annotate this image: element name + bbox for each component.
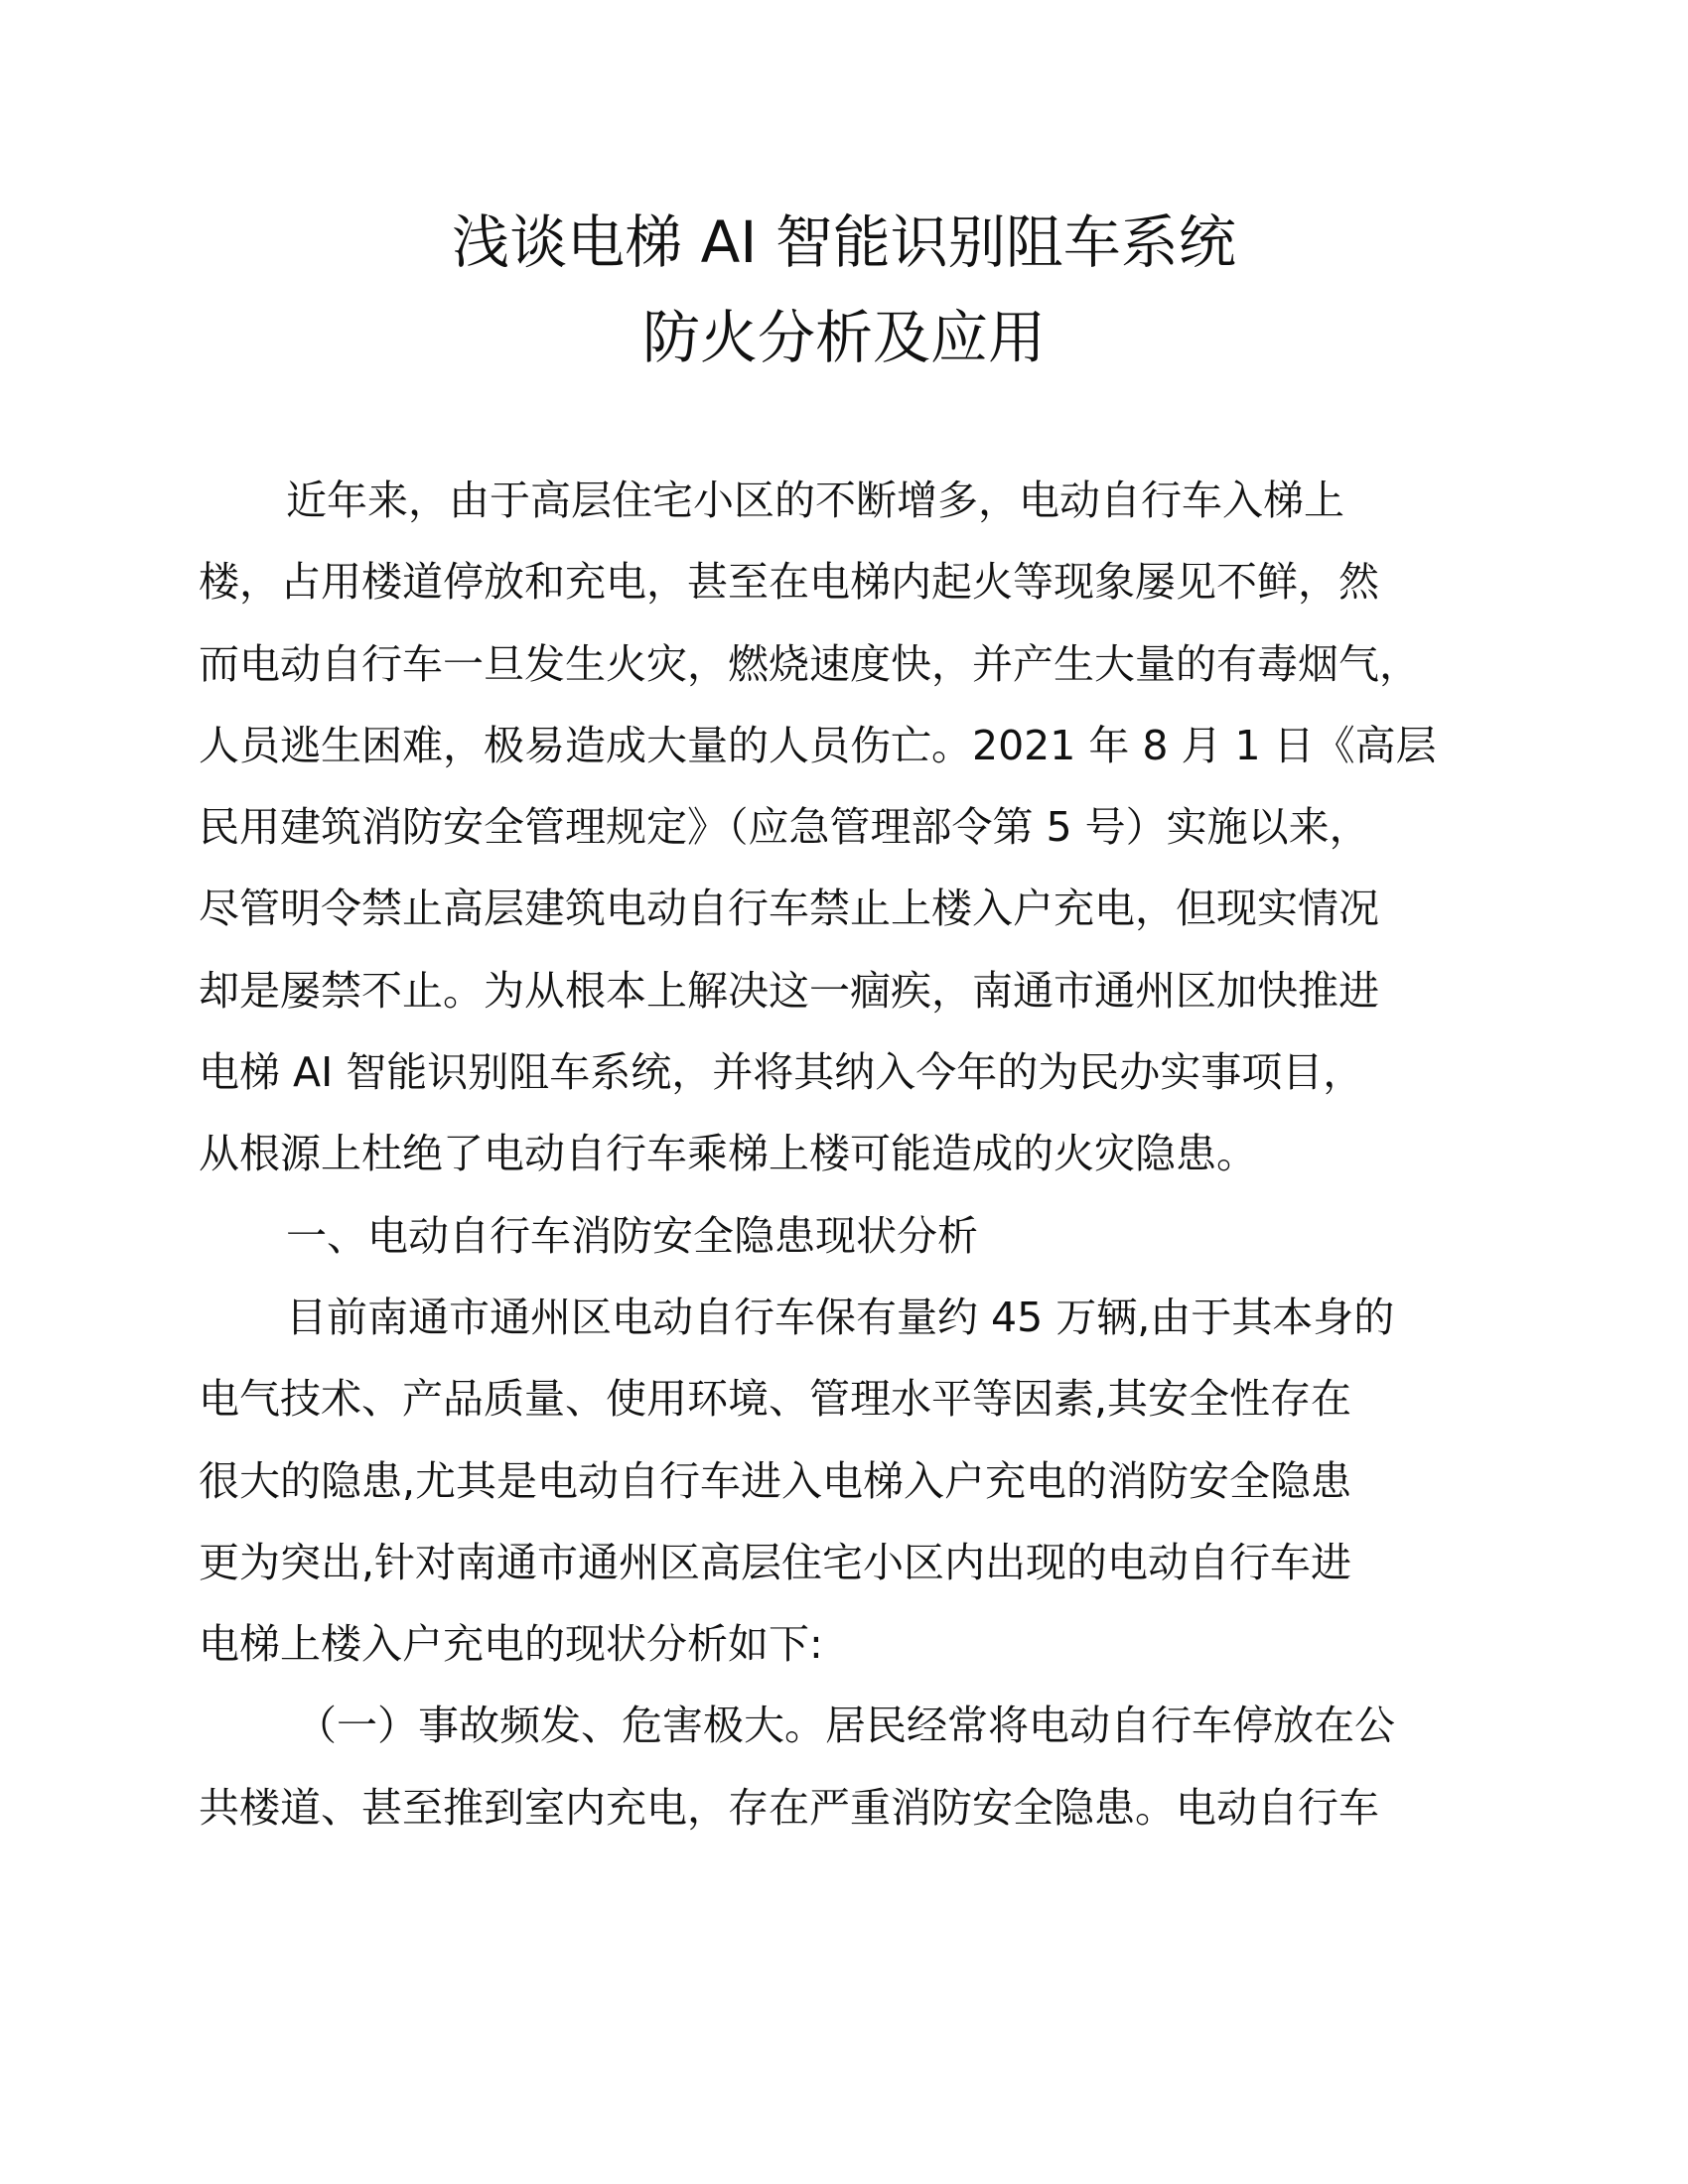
title-line-2: 防火分析及应用 xyxy=(641,304,1046,371)
paragraph-1-line-4: 人员逃生困难，极易造成大量的人员伤亡。2021 年 8 月 1 日《高层 xyxy=(199,721,1437,769)
paragraph-2-line-4: 更为突出,针对南通市通州区高层住宅小区内出现的电动自行车进 xyxy=(199,1538,1352,1586)
paragraph-1-line-9: 从根源上杜绝了电动自行车乘梯上楼可能造成的火灾隐患。 xyxy=(199,1130,1257,1178)
title-line-1: 浅谈电梯 AI 智能识别阻车系统 xyxy=(452,208,1236,276)
paragraph-3-line-1: （一）事故频发、危害极大。居民经常将电动自行车停放在公 xyxy=(296,1702,1395,1750)
paragraph-2-line-1: 目前南通市通州区电动自行车保有量约 45 万辆,由于其本身的 xyxy=(286,1293,1395,1341)
paragraph-2-line-5: 电梯上楼入户充电的现状分析如下: xyxy=(199,1620,823,1669)
paragraph-1-line-5: 民用建筑消防安全管理规定》（应急管理部令第 5 号）实施以来， xyxy=(199,803,1370,852)
paragraph-1-line-7: 却是屡禁不止。为从根本上解决这一痼疾，南通市通州区加快推进 xyxy=(199,966,1379,1015)
paragraph-1-line-3: 而电动自行车一旦发生火灾，燃烧速度快，并产生大量的有毒烟气， xyxy=(199,639,1420,688)
document-body xyxy=(199,460,1519,1848)
paragraph-1-line-2: 楼，占用楼道停放和充电，甚至在电梯内起火等现象屡见不鲜，然 xyxy=(199,558,1379,607)
paragraph-2-line-2: 电气技术、产品质量、使用环境、管理水平等因素,其安全性存在 xyxy=(199,1375,1352,1424)
paragraph-1-line-1: 近年来，由于高层住宅小区的不断增多，电动自行车入梯上 xyxy=(286,477,1344,524)
paragraph-2-line-3: 很大的隐患,尤其是电动自行车进入电梯入户充电的消防安全隐患 xyxy=(199,1456,1352,1505)
section-heading-1: 一、电动自行车消防安全隐患现状分析 xyxy=(286,1211,978,1260)
paragraph-1-line-8: 电梯 AI 智能识别阻车系统，并将其纳入今年的为民办实事项目， xyxy=(199,1048,1364,1097)
document-title xyxy=(0,195,1688,385)
paragraph-1-line-6: 尽管明令禁止高层建筑电动自行车禁止上楼入户充电，但现实情况 xyxy=(199,885,1379,933)
paragraph-3-line-2: 共楼道、甚至推到室内充电，存在严重消防安全隐患。电动自行车 xyxy=(199,1783,1379,1832)
